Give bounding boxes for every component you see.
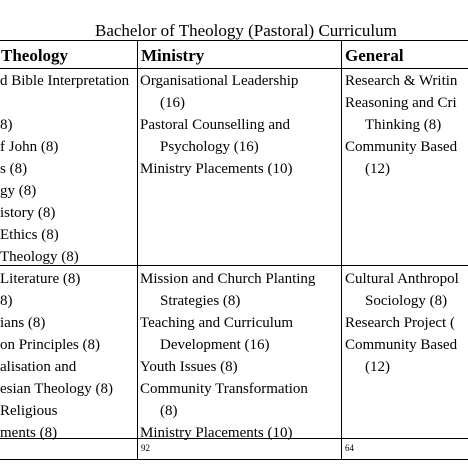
list-item: Cultural Anthropol [345, 271, 459, 287]
general-cell-row-2 [345, 268, 459, 378]
list-item-continuation: (12) [365, 161, 390, 177]
list-item: Ministry Placements (10) [140, 425, 293, 441]
list-item: on Principles (8) [0, 337, 100, 353]
ministry-total: 92 [141, 443, 150, 453]
list-item: f John (8) [0, 139, 59, 155]
list-item: ians (8) [0, 315, 46, 331]
header-general: General [345, 46, 404, 65]
list-item: Literature (8) [0, 271, 81, 287]
list-item: gy (8) [0, 183, 37, 199]
list-item: Teaching and Curriculum [140, 315, 294, 331]
list-item-continuation: (12) [365, 359, 390, 375]
list-item: Community Based [345, 139, 458, 155]
list-item: 8) [0, 117, 13, 133]
list-item: Community Transformation [140, 381, 308, 397]
list-item: Organisational Leadership [140, 73, 299, 89]
list-item: Youth Issues (8) [140, 359, 238, 375]
list-item: d Bible Interpretation [0, 73, 130, 89]
list-item: Mission and Church Planting [140, 271, 316, 287]
list-item: Research Project ( [345, 315, 455, 331]
column-divider-2 [341, 40, 342, 460]
header-bottom-border [0, 68, 468, 69]
list-item: ments (8) [0, 425, 58, 441]
general-cell-row-1 [345, 70, 457, 180]
list-item: Community Based [345, 337, 458, 353]
theology-cell-row-1 [0, 70, 129, 268]
list-item: Ethics (8) [0, 227, 59, 243]
list-item: s (8) [0, 161, 28, 177]
list-item: istory (8) [0, 205, 56, 221]
header-theology: Theology [1, 46, 69, 65]
general-total: 64 [345, 443, 354, 453]
list-item-continuation: Psychology (16) [160, 139, 259, 155]
list-item-continuation: Thinking (8) [365, 117, 442, 133]
list-item: alisation and [0, 359, 77, 375]
curriculum-title [0, 20, 468, 42]
ministry-cell-row-2 [140, 268, 315, 444]
list-item-continuation: Development (16) [160, 337, 270, 353]
theology-cell-row-2 [0, 268, 113, 444]
list-item: Theology (8) [0, 249, 79, 265]
list-item: esian Theology (8) [0, 381, 114, 397]
list-item: Ministry Placements (10) [140, 161, 293, 177]
list-item: Research & Writin [345, 73, 458, 89]
list-item-continuation: Strategies (8) [160, 293, 241, 309]
list-item [0, 92, 129, 114]
header-ministry: Ministry [141, 46, 205, 65]
list-item: Religious [0, 403, 58, 419]
curriculum-title-text: Bachelor of Theology (Pastoral) Curriculum [95, 21, 397, 40]
ministry-cell-row-1 [140, 70, 298, 180]
column-divider-1 [137, 40, 138, 460]
table-bottom-border [0, 459, 468, 460]
list-item-continuation: (16) [160, 95, 185, 111]
list-item: 8) [0, 293, 13, 309]
list-item: Pastoral Counselling and [140, 117, 290, 133]
list-item-continuation: (8) [160, 403, 178, 419]
table-top-border [0, 40, 468, 41]
list-item-continuation: Sociology (8) [365, 293, 448, 309]
list-item: Reasoning and Cri [345, 95, 457, 111]
